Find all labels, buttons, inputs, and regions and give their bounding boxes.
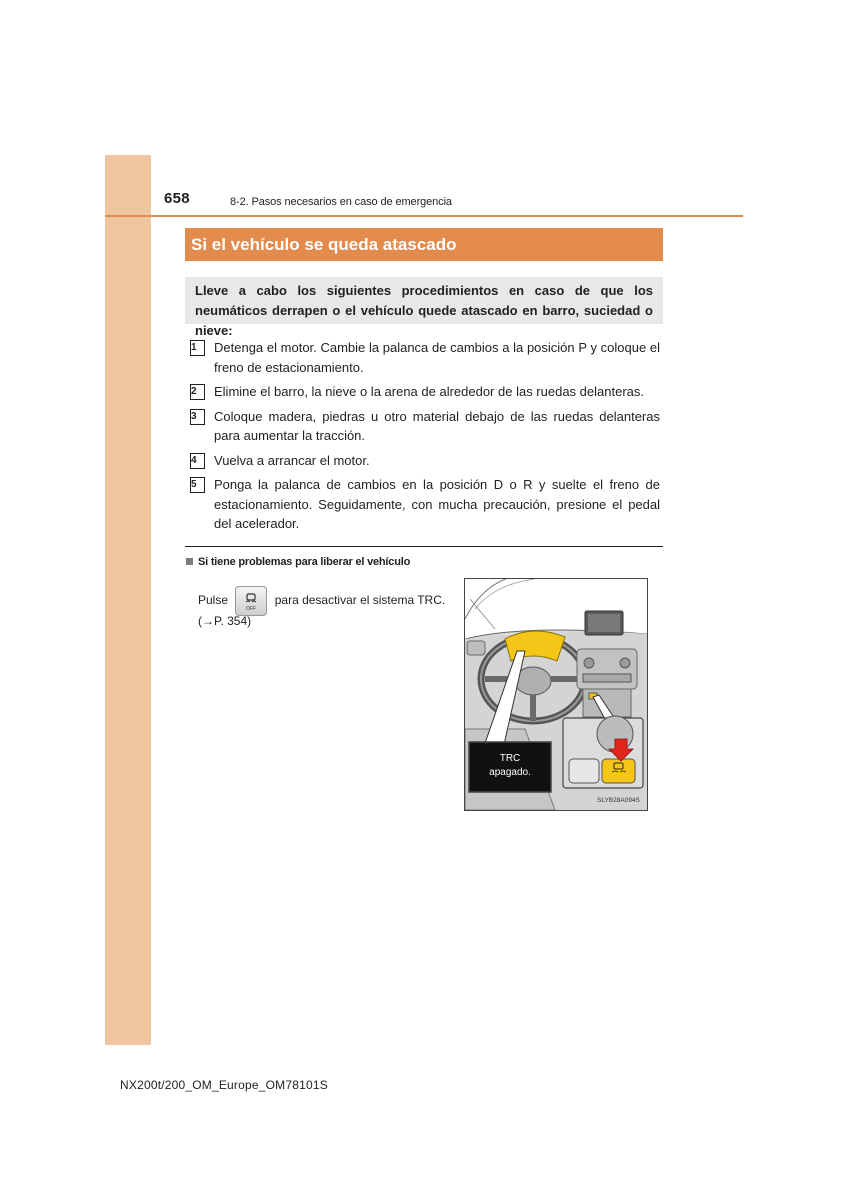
- trc-display-line2: apagado.: [489, 767, 531, 778]
- trc-display-line1: TRC: [499, 753, 521, 764]
- step-number: 1: [190, 340, 205, 356]
- intro-box: Lleve a cabo los siguientes procedimientos en caso de que los neumáticos derrapen o el vehículo quede atascado en barro, suciedad o nieve:: [185, 277, 663, 324]
- square-bullet-icon: [186, 558, 193, 565]
- page-number: 658: [164, 190, 190, 207]
- step-item: [190, 475, 660, 534]
- instruction-line: [198, 586, 445, 616]
- trc-off-glyph: [236, 587, 266, 615]
- step-text: Elimine el barro, la nieve o la arena de alrededor de las ruedas delanteras.: [214, 384, 644, 399]
- trc-off-button-icon: [235, 586, 267, 616]
- step-text: Ponga la palanca de cambios en la posición D o R y suelte el freno de estacionamiento. Seguidamente, con mucha precaución, presione el pedal del acelerador.: [214, 477, 660, 531]
- instruction-post: para desactivar el sistema TRC.: [274, 593, 446, 608]
- footer-code: NX200t/200_OM_Europe_OM78101S: [120, 1078, 328, 1092]
- breadcrumb: 8-2. Pasos necesarios en caso de emergencia: [230, 196, 452, 208]
- step-item: [190, 451, 660, 471]
- steps-list: [190, 338, 660, 539]
- step-number: 4: [190, 453, 205, 469]
- step-number: 3: [190, 409, 205, 425]
- side-tab: [105, 155, 151, 1045]
- header-rule: [105, 215, 743, 217]
- step-item: [190, 382, 660, 402]
- step-text: Coloque madera, piedras u otro material debajo de las ruedas delanteras para aumentar la tracción.: [214, 408, 660, 443]
- trc-display: [470, 752, 550, 780]
- figure-code: SLYB28A094S: [597, 797, 640, 804]
- page-reference: (→P. 354): [198, 614, 252, 628]
- subsection-rule: [185, 546, 663, 547]
- step-number: 5: [190, 477, 205, 493]
- trc-off-button-label: OFF: [246, 606, 257, 612]
- step-item: [190, 338, 660, 377]
- subsection-heading: [186, 556, 410, 568]
- step-number: 2: [190, 384, 205, 400]
- subsection-heading-text: Si tiene problemas para liberar el vehículo: [198, 556, 411, 568]
- step-text: Detenga el motor. Cambie la palanca de cambios a la posición P y coloque el freno de estacionamiento.: [214, 340, 660, 375]
- step-text: Vuelva a arrancar el motor.: [214, 452, 370, 468]
- step-item: [190, 407, 660, 446]
- instruction-pre: Pulse: [198, 593, 229, 608]
- section-title: Si el vehículo se queda atascado: [185, 228, 663, 261]
